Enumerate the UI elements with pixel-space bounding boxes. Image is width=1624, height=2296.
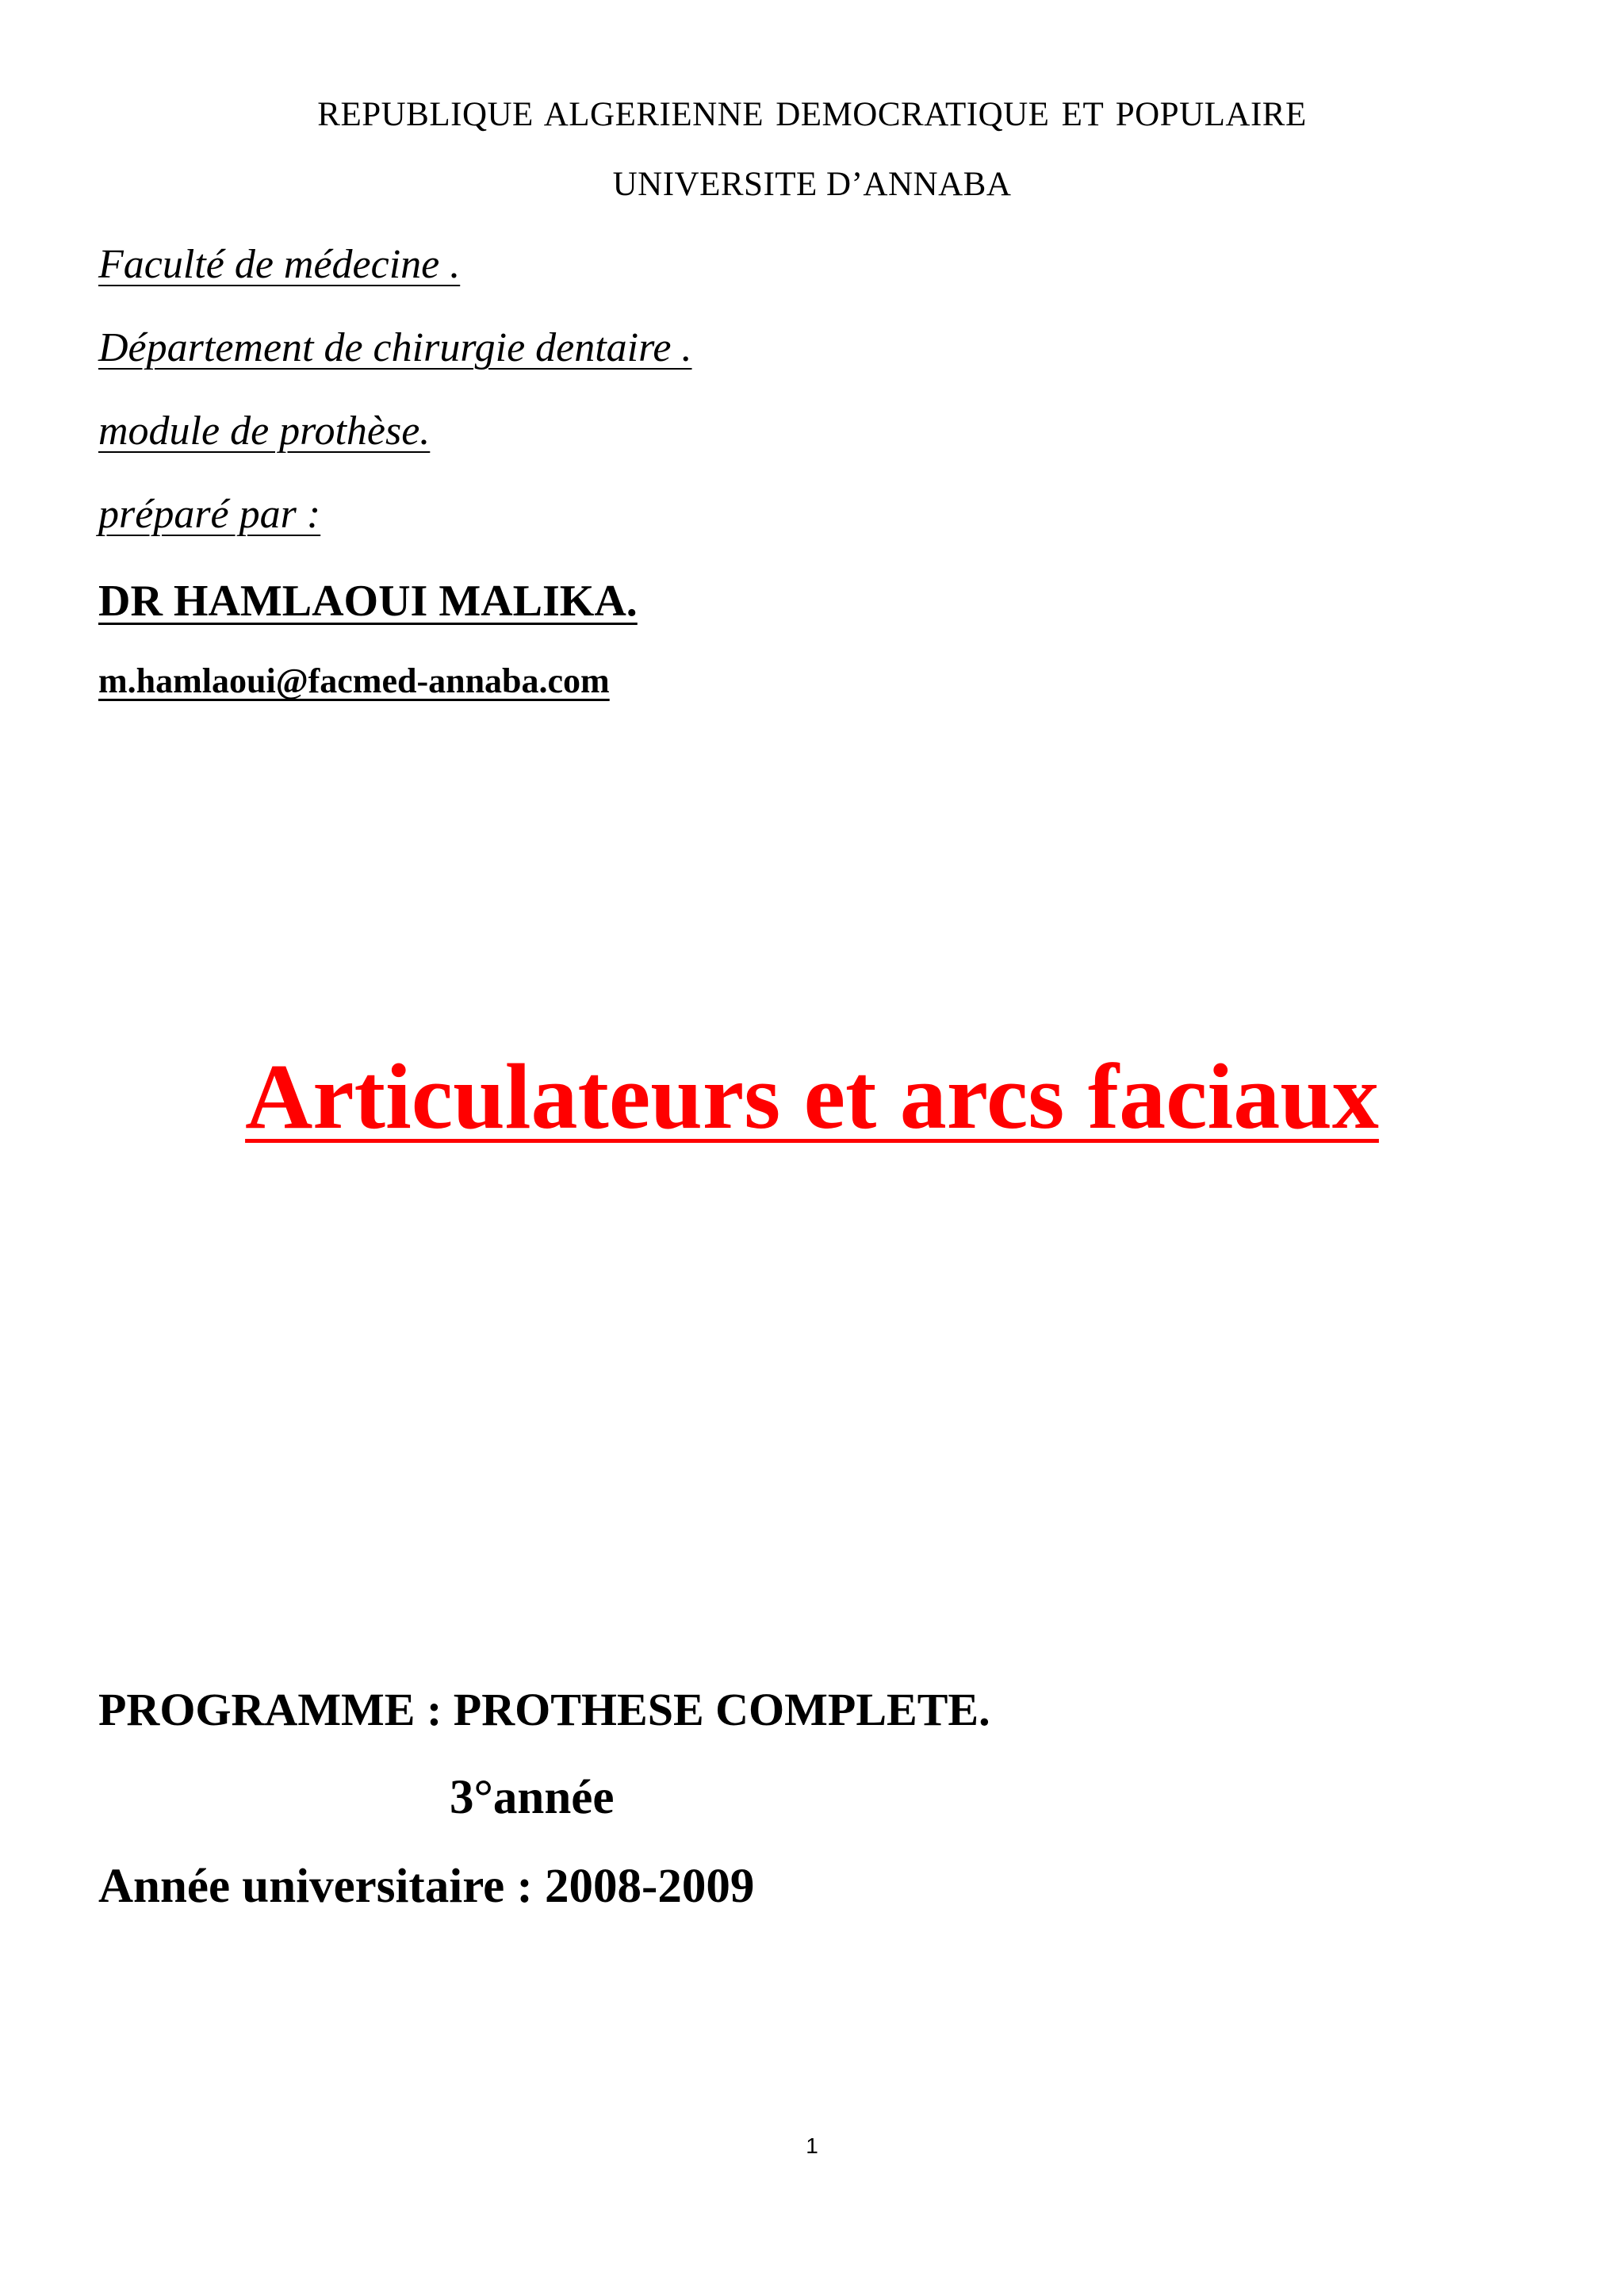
republic-header: REPUBLIQUE ALGERIENNE DEMOCRATIQUE ET POPULAIRE: [317, 96, 1307, 133]
module-line: module de prothèse.: [98, 408, 431, 454]
page-number: 1: [806, 2133, 818, 2158]
faculty-line: Faculté de médecine .: [98, 242, 461, 287]
author-email: m.hamlaoui@facmed-annaba.com: [98, 661, 610, 700]
university-header: UNIVERSITE D’ANNABA: [612, 166, 1012, 203]
author-name: DR HAMLAOUI MALIKA.: [98, 577, 638, 626]
programme-line: PROGRAMME : PROTHESE COMPLETE.: [98, 1684, 990, 1735]
department-line: Département de chirurgie dentaire .: [98, 325, 692, 370]
academic-year-line: Année universitaire : 2008-2009: [98, 1860, 755, 1913]
year-line: 3°année: [450, 1771, 615, 1824]
document-title: Articulateurs et arcs faciaux: [245, 1045, 1379, 1148]
prepared-by-line: préparé par :: [98, 492, 321, 537]
